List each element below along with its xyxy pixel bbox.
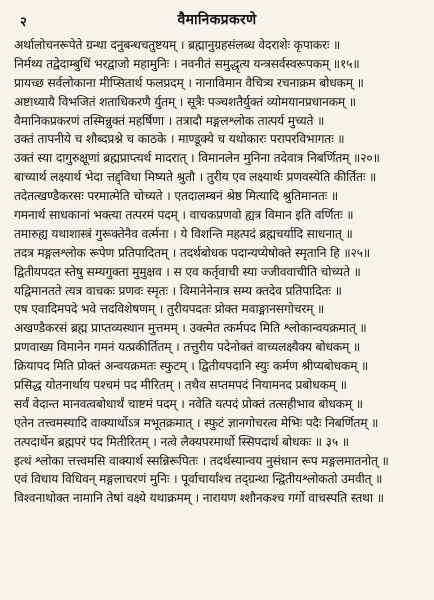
page-header [14, 6, 420, 32]
verse-line: तदत्र मङ्गलश्लोक रूपेण प्रतिपादितम् । तदर्थबोधक पदान्यप्येषोक्ते स्मृतानि हि ॥२५॥ [14, 245, 370, 260]
verse-line: यद्विमानतते त्यत्र वाचकः प्रणवः स्मृतः । विमानेनेनात्र सम्य क्तदेव प्रतिपादितः ॥ [14, 283, 342, 298]
verse-line: उक्तं तापनीये च शौब्दप्रश्ने च काठके । माण्डूक्ये च यथोकारः परापरविभागतः ॥ [14, 132, 345, 147]
verse-line: सर्वं वेदान्त मानवत्वबोधार्थं चाष्टमं पदम् । नवेति यत्पदं प्रोक्तं तत्सहीभाव बोधकम् ॥ [14, 396, 363, 411]
verse-line: वैमानिकप्रकरणं तस्मिन्नुक्तं महर्षिणा । तत्रादौ मङ्गलश्लोक तात्पर्य मुच्यते ॥ [14, 113, 325, 128]
verse-line: उक्तं स्या दागुरुक्षूणां ब्रह्मप्राप्त्यर्थ मादरात् । विमानलेन मुनिना तदेवात्र निबर्णितम् ॥२०॥ [14, 151, 380, 166]
verse-line: तदेतत्खण्डैकरसः परमात्मेति चोच्यते । एतदालम्बनं श्रेष्ठ मित्यादि श्रुतिमानतः ॥ [14, 189, 338, 204]
verse-line: प्रायच्छ सर्वलोकाना मीप्सितार्थ फलप्रदम् । नानाविमान वैचित्र्य रचनाक्रम बोधकम् ॥ [14, 75, 364, 90]
verse-line: द्वितीयपदत स्तेषु सम्यगुक्ता मुमुक्षव । स एव कर्तृवाची स्या ज्जीववाचीति चोच्यते ॥ [14, 264, 361, 279]
verse-line: बाच्यार्थ लक्ष्यार्थ भेदा त्तद्द्विधा मिष्यते श्रुतौ । तुरीय एव लक्ष्यार्थः प्रणवस्येति कीर्तितः ॥ [14, 170, 377, 185]
verse-line: अष्टाध्यायै विभजितं शताधिकरणै र्युतम् । सूत्रैः पञ्चशतैर्युक्तं व्योमयानप्रधानकम् ॥ [14, 94, 356, 109]
verse-line: एष एवादिमपदे भवे त्तदविशेषणम् । तुरीयपदतः प्रोक्त मवाङ्मानसगोचरम् ॥ [14, 302, 325, 317]
verse-line: तमारुह्य यथाशास्त्रं गुरूक्तेनैव वर्त्मना । ये विशन्ति महत्पदं ब्रह्मचर्यादि साधनात् ॥ [14, 226, 353, 241]
running-head-title: वैमानिकप्रकरणे [177, 12, 257, 28]
verse-line: इत्थं श्लोका त्तत्त्वमसि वाक्यार्थ स्सन्निरूपितः । तदर्थस्यान्वय नुसंधान रूप मङ्गलमातनोत् ॥ [14, 453, 389, 468]
verse-line: अर्थालोचनरूपेते ग्रन्था दनुबन्धचतुष्टयम् । ब्रह्मानुग्रहसंलब्ध वेदराशेः कृपाकरः ॥ [14, 38, 341, 52]
verse-line: क्रियापद मिति प्रोक्तं अन्वयक्रमतः स्फुटम् । द्वितीयपदानि स्युः कर्मण श्रीप्यबोधकम् ॥ [14, 359, 369, 374]
verse-line: गमनार्थ साधकानां भक्त्या तत्परमं पदम् । वाचकप्रणवो ह्यत्र विमान इति वर्णितः ॥ [14, 208, 354, 223]
verse-line: अखण्डैकरसं ब्रह्म प्राप्तव्यस्थान मुत्तमम् । उक्त्मेत त्कर्मपद मिति श्लोकान्वयक्रमात् ॥ [14, 321, 367, 336]
verse-line: एवं विधाय विधिवन् मङ्गलाचरणं मुनिः । पूर्वाचार्यांश्च तद्ग्रन्था न्द्वितीयश्लोकतो उमवीत् ॥ [14, 472, 383, 487]
verse-line: निर्मथ्य तद्वेदाम्बुधिं भरद्वाजो महामुनिः । नवनीतं समुद्धृत्य यन्त्रसर्वस्वरूपकम् ॥१५॥ [14, 56, 360, 71]
verse-text-block [14, 36, 420, 508]
verse-line: प्रसिद्ध योतनार्थाय पश्चमं पद मीरितम् । तथैव सप्तमपदं नियामनद प्रबोधकम् ॥ [14, 378, 347, 393]
verse-line: विश्वनाथोक्त नामानि तेषां वक्ष्ये यथाक्रमम् । नारायण श्शौनकश्च गर्गो वाचस्पति स्तथा ॥ [14, 491, 384, 506]
verse-line: प्रणवाख्य विमानेन गमनं यत्प्रकीर्तितम् । तत्तुरीय पदेनोक्तं वाच्यलक्ष्यैक्य बोधकम् ॥ [14, 340, 361, 355]
verse-line: एतेन तत्त्वमस्यादि वाक्यार्थोऽत्र मभूतक्रमात् । स्फुटं ज्ञानगोचरत्व मेभिः पदैः निबर्णितम् ॥ [14, 415, 379, 430]
verse-line: तत्पदार्थेन ब्रह्मपरं पद मितीरितम् । नत्वे लैक्यपरमार्थो स्सिपदार्थ बोधकः ॥ ३५ ॥ [14, 434, 349, 449]
page-number: २ [20, 15, 27, 30]
